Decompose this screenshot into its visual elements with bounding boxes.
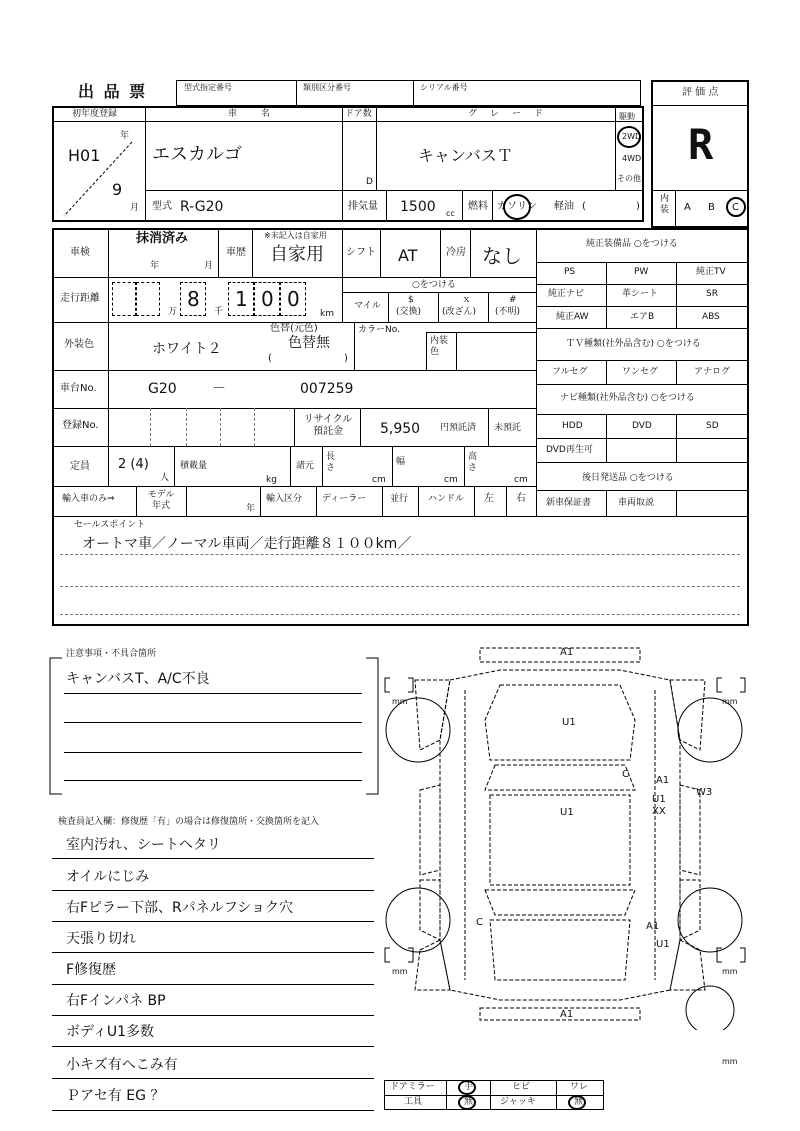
damage-hood: U1 bbox=[562, 717, 576, 728]
grade-label: グ レ ー ド bbox=[468, 109, 546, 119]
ac-value: なし bbox=[482, 244, 522, 268]
drive-4wd: 4WD bbox=[622, 154, 642, 163]
import-category-label: 輸入区分 bbox=[266, 494, 303, 504]
mileage-label: 走行距離 bbox=[60, 293, 100, 304]
import-right: 右 bbox=[516, 493, 526, 504]
import-year: 年 bbox=[246, 504, 256, 514]
height-cm: cm bbox=[514, 475, 528, 485]
length-label: 長さ bbox=[326, 452, 336, 473]
model-year-label: モデル年式 bbox=[147, 490, 175, 511]
chassis-number: 007259 bbox=[300, 381, 354, 397]
equip-abs: ABS bbox=[702, 312, 720, 322]
shift-value: AT bbox=[398, 246, 418, 265]
equip-pw: PW bbox=[634, 267, 649, 277]
navi-sd: SD bbox=[706, 421, 719, 431]
tire-mm-fl: mm bbox=[392, 697, 408, 706]
chassis-label: 車台No. bbox=[60, 383, 97, 394]
width-label: 幅 bbox=[396, 457, 406, 467]
inspector-line-9: Ｐアセ有 EG ？ bbox=[66, 1088, 165, 1104]
capacity-unit: 人 bbox=[160, 473, 170, 483]
tools-value: 無 bbox=[464, 1097, 474, 1107]
drive-2wd-circle bbox=[617, 126, 641, 148]
crack-label: ヒビ bbox=[512, 1082, 531, 1092]
mileage-mark-note: ○をつける bbox=[412, 280, 456, 290]
damage-rear-a1: A1 bbox=[646, 921, 660, 932]
import-left: 左 bbox=[484, 493, 494, 504]
tools-label: 工具 bbox=[404, 1097, 423, 1107]
damage-right-w3: W3 bbox=[696, 787, 713, 798]
mileage-altered: (改ざん) bbox=[442, 307, 477, 317]
shaken-value: 抹消済み bbox=[136, 231, 189, 246]
first-reg-month: 9 bbox=[112, 180, 123, 199]
damage-front-bumper: A1 bbox=[560, 647, 574, 658]
navi-dvd: DVD bbox=[632, 421, 652, 431]
mileage-sen-unit: 千 bbox=[214, 307, 224, 317]
fuel-paren-close: ) bbox=[636, 201, 640, 212]
damage-roof: U1 bbox=[560, 807, 574, 818]
year-char: 年 bbox=[120, 131, 130, 141]
first-reg-label: 初年度登録 bbox=[72, 109, 118, 119]
equip-aw: 純正AW bbox=[556, 312, 589, 322]
interior-label: 内装 bbox=[660, 194, 670, 215]
later-warranty: 新車保証書 bbox=[546, 498, 592, 508]
mileage-digit: 0 bbox=[261, 287, 274, 311]
mileage-digit: 0 bbox=[287, 287, 300, 311]
repaint-label: 色替(元色) bbox=[270, 323, 318, 334]
grade-value: キャンバスＴ bbox=[418, 146, 513, 165]
doors-suffix: D bbox=[366, 177, 373, 187]
displacement-label: 排気量 bbox=[348, 201, 378, 212]
equip-sr: SR bbox=[706, 289, 718, 299]
damage-right-a1: A1 bbox=[656, 775, 670, 786]
interior-c-circle bbox=[726, 197, 746, 217]
mirror-label: ドアミラー bbox=[390, 1082, 435, 1092]
tv-oneseg: ワンセグ bbox=[622, 367, 659, 377]
score-label: 評 価 点 bbox=[682, 87, 719, 98]
model-designation-label: 型式指定番号 bbox=[184, 83, 232, 92]
mileage-digit-box-5 bbox=[254, 282, 280, 316]
interior-b: B bbox=[708, 202, 715, 213]
chassis-prefix: G20 bbox=[148, 381, 177, 397]
equip-ps: PS bbox=[564, 267, 576, 277]
load-kg: kg bbox=[266, 475, 277, 485]
tire-mm-spare: mm bbox=[722, 1057, 738, 1066]
color-no-label: カラーNo. bbox=[358, 325, 400, 335]
damage-right-c: C bbox=[622, 769, 629, 780]
cc-unit: cc bbox=[446, 209, 455, 218]
width-cm: cm bbox=[444, 475, 458, 485]
displacement-value: 1500 bbox=[400, 199, 436, 215]
length-cm: cm bbox=[372, 475, 386, 485]
fuel-label: 燃料 bbox=[468, 201, 488, 212]
equip-airbag: エアB bbox=[630, 312, 655, 322]
mileage-mile: マイル bbox=[354, 301, 381, 311]
damage-rear-bumper: A1 bbox=[560, 1009, 574, 1020]
shaken-year-char: 年 bbox=[150, 261, 160, 271]
fuel-light-oil: 軽油 bbox=[554, 201, 574, 212]
mileage-digit-box-6 bbox=[280, 282, 306, 316]
capacity-value: 2 (4) bbox=[118, 457, 149, 472]
shift-label: シフト bbox=[346, 247, 376, 258]
mileage-digit-box-2 bbox=[136, 282, 160, 316]
mileage-km-unit: km bbox=[320, 309, 334, 319]
fuel-paren-open: ( bbox=[582, 201, 586, 212]
mileage-altered-sym: ｘ bbox=[462, 295, 472, 305]
tv-title: ＴＶ種類(社外品含む) ○をつける bbox=[566, 339, 701, 349]
history-note: ※未記入は自家用 bbox=[264, 231, 327, 240]
tire-mm-fr: mm bbox=[722, 697, 738, 706]
model-value: R-G20 bbox=[180, 199, 224, 215]
navi-dvd-play: DVD再生可 bbox=[546, 445, 593, 455]
sales-label: セールスポイント bbox=[74, 520, 146, 530]
tv-fullseg: フルセグ bbox=[552, 367, 588, 377]
model-label: 型式 bbox=[152, 201, 172, 212]
exterior-color: ホワイト２ bbox=[152, 341, 222, 357]
equip-tv: 純正TV bbox=[696, 267, 726, 277]
fuel-gasoline-circle bbox=[503, 194, 531, 220]
height-label: 高さ bbox=[468, 452, 478, 473]
shaken-label: 車検 bbox=[70, 247, 90, 258]
tire-mm-rl: mm bbox=[392, 967, 408, 976]
load-label: 積載量 bbox=[180, 461, 208, 471]
damage-right-xx: XX bbox=[652, 806, 666, 817]
mileage-exchange-sym: $ bbox=[408, 295, 414, 305]
exterior-label: 外装色 bbox=[64, 339, 94, 350]
interior-c: C bbox=[732, 202, 739, 213]
interior-color-label: 内装色 bbox=[430, 336, 449, 357]
fuel-gasoline: ガソリン bbox=[497, 201, 537, 212]
import-handle: ハンドル bbox=[428, 494, 465, 504]
inspector-line-1: 室内汚れ、シートヘタリ bbox=[66, 837, 221, 853]
notes-line-1: キャンバスT、A/C不良 bbox=[66, 671, 210, 687]
ac-label: 冷房 bbox=[446, 247, 466, 258]
notes-label: 注意事項・不具合箇所 bbox=[66, 649, 157, 659]
mileage-digit-box-1 bbox=[112, 282, 136, 316]
mileage-digit: 1 bbox=[235, 287, 248, 311]
tv-analog: アナログ bbox=[694, 367, 731, 377]
capacity-label: 定員 bbox=[70, 461, 90, 472]
drive-2wd: 2WD bbox=[622, 132, 642, 141]
mileage-unknown-sym: # bbox=[509, 295, 517, 305]
first-reg-era-year: H01 bbox=[68, 146, 101, 165]
mileage-digit-box-3 bbox=[180, 282, 206, 316]
repaint-paren-open: ( bbox=[268, 353, 272, 364]
equipment-title: 純正装備品 ○をつける bbox=[586, 239, 678, 249]
not-deposit: 未預託 bbox=[494, 423, 522, 433]
inspector-line-7: ボディU1多数 bbox=[66, 1024, 155, 1040]
tire-mm-rr: mm bbox=[722, 967, 738, 976]
recycle-label: リサイクル預託金 bbox=[303, 414, 353, 437]
damage-right-u1: U1 bbox=[652, 794, 666, 805]
damage-left-c: C bbox=[476, 917, 483, 928]
registration-label: 登録No. bbox=[62, 420, 99, 431]
mileage-man-unit: 万 bbox=[168, 307, 178, 317]
recycle-value: 5,950 bbox=[380, 421, 421, 437]
repaint-value: 色替無 bbox=[288, 335, 330, 351]
sales-text: オートマ車／ノーマル車両／走行距離８１００km／ bbox=[82, 536, 412, 552]
drive-label: 駆動 bbox=[619, 112, 635, 121]
category-no-label: 類別区分番号 bbox=[303, 83, 351, 92]
car-name-label: 車 名 bbox=[228, 109, 273, 119]
score-value: R bbox=[688, 120, 714, 169]
jack-value: 無 bbox=[574, 1097, 584, 1107]
inspector-line-3: 右Fピラー下部、Rパネルフショク穴 bbox=[66, 900, 293, 916]
inspector-line-6: 右Fインパネ BP bbox=[66, 993, 166, 1009]
mileage-exchange: (交換) bbox=[396, 307, 422, 317]
later-manual: 車両取説 bbox=[618, 498, 655, 508]
history-label: 車歴 bbox=[226, 247, 246, 258]
car-name: エスカルゴ bbox=[152, 144, 242, 165]
history-value: 自家用 bbox=[270, 244, 324, 265]
chassis-dash: － bbox=[212, 381, 226, 397]
import-dealer: ディーラー bbox=[322, 494, 367, 504]
inspector-line-4: 天張り切れ bbox=[66, 931, 136, 947]
inspector-line-5: F修復歴 bbox=[66, 962, 117, 978]
repaint-paren-close: ) bbox=[344, 353, 348, 364]
navi-hdd: HDD bbox=[562, 421, 583, 431]
mileage-unknown: (不明) bbox=[495, 307, 521, 317]
import-parallel: 並行 bbox=[390, 494, 409, 504]
damage-rear-u1: U1 bbox=[656, 939, 670, 950]
later-title: 後日発送品 ○をつける bbox=[582, 473, 674, 483]
equip-navi: 純正ナビ bbox=[548, 289, 585, 299]
inspector-line-8: 小キズ有へこみ有 bbox=[66, 1057, 178, 1073]
car-damage-diagram bbox=[380, 640, 760, 1030]
mileage-digit: 8 bbox=[187, 287, 200, 311]
inspector-line-2: オイルにじみ bbox=[66, 869, 150, 885]
jack-label: ジャッキ bbox=[500, 1097, 536, 1107]
header-id-box bbox=[176, 80, 641, 106]
equip-leather: 革シート bbox=[622, 289, 659, 299]
mirror-value: 手 bbox=[464, 1082, 474, 1092]
serial-no-label: シリアル番号 bbox=[420, 83, 468, 92]
sheet-title: 出 品 票 bbox=[78, 82, 148, 101]
doors-label: ドア数 bbox=[345, 109, 372, 119]
month-char: 月 bbox=[130, 203, 140, 213]
wear-label: ワレ bbox=[570, 1082, 589, 1092]
dims-label: 諸元 bbox=[296, 461, 315, 471]
interior-a: A bbox=[684, 202, 691, 213]
navi-title: ナビ種類(社外品含む) ○をつける bbox=[560, 393, 695, 403]
date-slash bbox=[60, 140, 140, 218]
tools-circle bbox=[458, 1095, 476, 1110]
yen-deposit: 円預託済 bbox=[440, 423, 477, 433]
mileage-digit-box-4 bbox=[228, 282, 254, 316]
shaken-month-char: 月 bbox=[204, 261, 214, 271]
inspector-label: 検査員記入欄：修復歴「有」の場合は修復箇所・交換箇所を記入 bbox=[58, 817, 320, 827]
mirror-circle bbox=[458, 1080, 476, 1095]
drive-other: その他 bbox=[617, 174, 641, 183]
import-label: 輸入車のみ⇒ bbox=[62, 494, 115, 504]
jack-circle bbox=[568, 1095, 586, 1110]
